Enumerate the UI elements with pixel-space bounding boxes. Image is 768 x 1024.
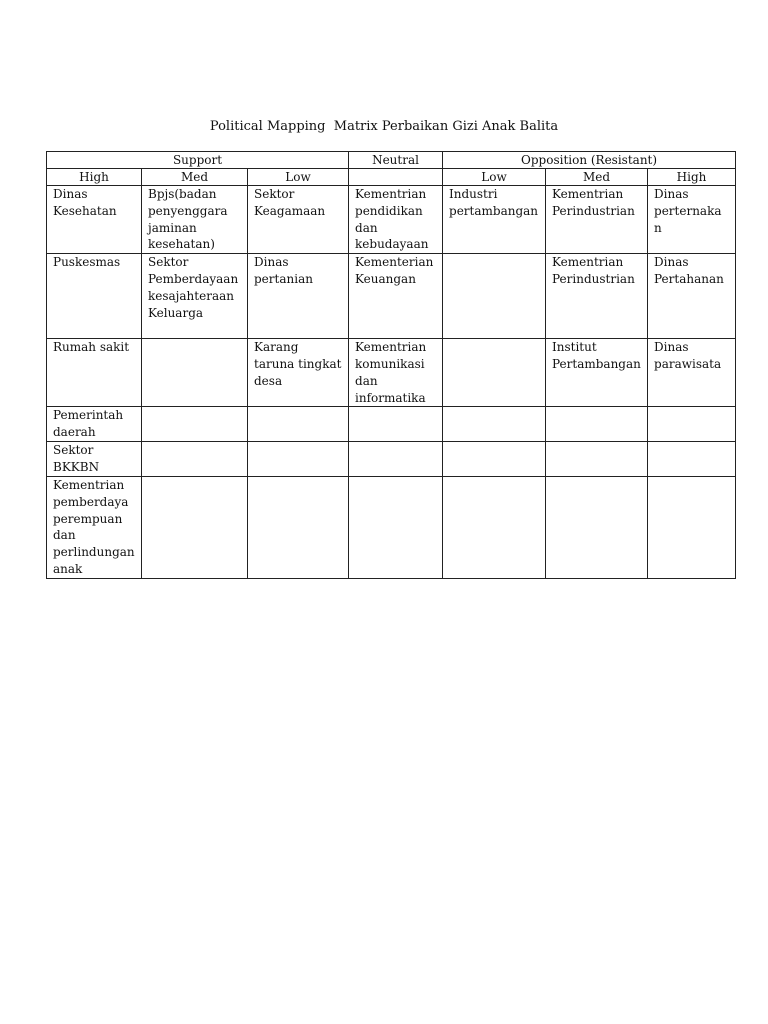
table-cell: Sektor Keagamaan [248,186,349,254]
table-cell: Kementerian Keuangan [349,254,443,339]
table-cell [443,476,546,578]
table-cell: Karang taruna tingkat desa [248,339,349,407]
table-cell: Dinas Kesehatan [47,186,142,254]
table-cell [443,407,546,442]
table-cell: Dinas parawisata [648,339,736,407]
table-cell [546,476,648,578]
table-cell [546,442,648,477]
table-cell [648,407,736,442]
table-cell: Sektor BKKBN [47,442,142,477]
table-row [47,442,736,477]
table-cell [443,254,546,339]
level-support-med: Med [142,169,248,186]
table-cell [248,407,349,442]
table-cell: Pemerintah daerah [47,407,142,442]
level-support-high: High [47,169,142,186]
table-cell: Kementrian Perindustrian [546,254,648,339]
level-opposition-med: Med [546,169,648,186]
table-row [47,254,736,339]
table-cell: Sektor Pemberdayaan kesajahteraan Keluarga [142,254,248,339]
group-header-row [47,152,736,169]
table-cell [142,407,248,442]
table-cell: Rumah sakit [47,339,142,407]
table-cell: Kementrian komunikasi dan informatika [349,339,443,407]
table-cell: Bpjs(badan penyenggara jaminan kesehatan) [142,186,248,254]
table-cell: Dinas pertanian [248,254,349,339]
opposition-header: Opposition (Resistant) [443,152,736,169]
table-row [47,407,736,442]
level-support-low: Low [248,169,349,186]
table-cell [443,339,546,407]
table-cell: Puskesmas [47,254,142,339]
level-opposition-high: High [648,169,736,186]
neutral-header: Neutral [349,152,443,169]
table-cell [443,442,546,477]
table-cell: Industri pertambangan [443,186,546,254]
table-cell: Dinas perternakan [648,186,736,254]
table-cell: Institut Pertambangan [546,339,648,407]
table-cell: Dinas Pertahanan [648,254,736,339]
table-cell [142,442,248,477]
table-cell [349,476,443,578]
table-cell [349,407,443,442]
table-cell [142,476,248,578]
table-cell [248,476,349,578]
table-row [47,339,736,407]
level-neutral [349,169,443,186]
table-cell: Kementrian pemberdaya perempuan dan perlindungan anak [47,476,142,578]
political-mapping-table [46,151,736,579]
table-cell [142,339,248,407]
table-cell [349,442,443,477]
document-title: Political Mapping Matrix Perbaikan Gizi Anak Balita [209,119,559,134]
table-cell: Kementrian pendidikan dan kebudayaan [349,186,443,254]
table-row [47,186,736,254]
level-opposition-low: Low [443,169,546,186]
level-header-row [47,169,736,186]
table-cell: Kementrian Perindustrian [546,186,648,254]
table-cell [546,407,648,442]
table-row [47,476,736,578]
table-cell [648,442,736,477]
support-header: Support [47,152,349,169]
table-cell [248,442,349,477]
table-cell [648,476,736,578]
